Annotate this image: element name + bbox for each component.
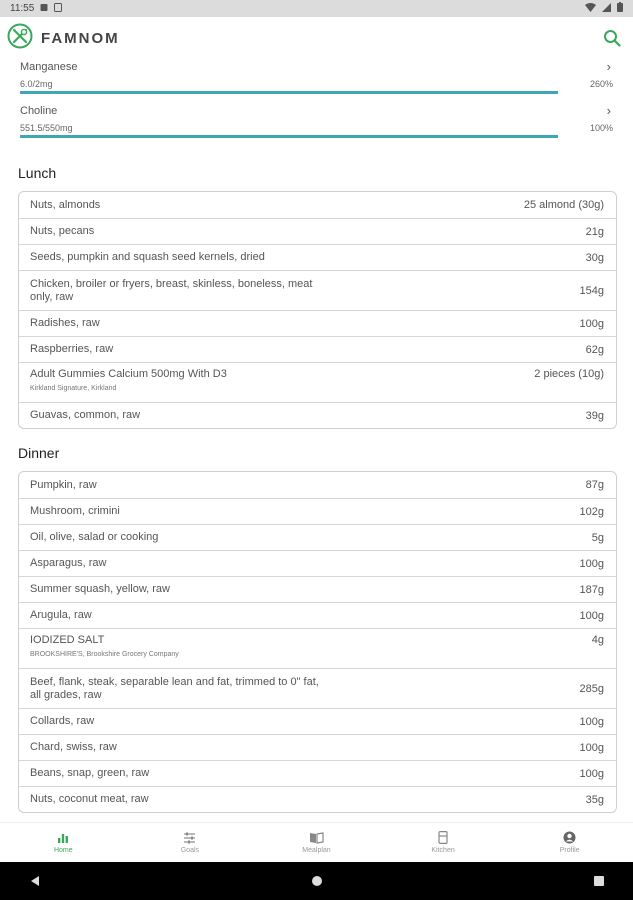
food-name-text: Seeds, pumpkin and squash seed kernels, dried — [30, 251, 265, 263]
food-name-text: Raspberries, raw — [30, 343, 114, 355]
food-quantity: 100g — [579, 609, 604, 622]
food-quantity: 35g — [585, 793, 604, 806]
lunch-section-title: Lunch — [18, 165, 57, 181]
food-row[interactable] — [19, 270, 616, 310]
food-name-text: Summer squash, yellow, raw — [30, 583, 170, 595]
food-name-text: Chard, swiss, raw — [30, 741, 117, 753]
food-quantity: 39g — [585, 409, 604, 422]
food-quantity: 187g — [579, 583, 604, 596]
food-name-text: Chicken, broiler or fryers, breast, skinless, boneless, meat only, raw — [30, 277, 313, 303]
food-name — [30, 531, 158, 544]
food-name-text: Collards, raw — [30, 715, 95, 727]
nutrient-progress-fill — [20, 135, 558, 138]
food-row[interactable] — [19, 310, 616, 336]
food-row[interactable] — [19, 244, 616, 270]
food-name-text: Beef, flank, steak, separable lean and fat, trimmed to 0" fat, all grades, raw — [30, 675, 319, 701]
status-time: 11:55 — [10, 3, 35, 14]
food-quantity: 102g — [579, 505, 604, 518]
food-name — [30, 343, 113, 356]
app-title: FAMNOM — [41, 29, 120, 47]
food-name-text: Nuts, almonds — [30, 198, 101, 211]
nav-goals[interactable] — [127, 823, 254, 862]
food-row[interactable] — [19, 708, 616, 734]
food-row[interactable] — [19, 786, 616, 812]
app-bar — [0, 17, 633, 59]
nutrient-row-choline[interactable] — [20, 103, 615, 147]
nav-kitchen[interactable] — [380, 823, 507, 862]
food-row[interactable] — [19, 362, 616, 402]
food-row[interactable] — [19, 550, 616, 576]
food-brand: Kirkland Signature, Kirkland — [30, 385, 117, 392]
nutrient-row-manganese[interactable] — [20, 59, 615, 103]
food-row[interactable] — [19, 498, 616, 524]
nutrient-progress-track — [20, 135, 558, 138]
app-logo — [7, 23, 120, 54]
nutrient-name: Choline — [20, 105, 58, 117]
food-brand: BROOKSHIRE'S, Brookshire Grocery Company — [30, 651, 179, 658]
food-name-text: Nuts, pecans — [30, 225, 95, 237]
food-name-text: Guavas, common, raw — [30, 409, 141, 421]
food-quantity: 100g — [579, 741, 604, 754]
food-quantity: 25 almond (30g) — [523, 199, 604, 211]
food-name-text: Asparagus, raw — [30, 557, 107, 569]
food-name-text: Pumpkin, raw — [30, 478, 97, 491]
food-name-text: Radishes, raw — [30, 317, 100, 329]
bar-chart-icon — [57, 832, 69, 844]
food-name — [30, 741, 117, 754]
famnom-logo-icon — [7, 23, 33, 54]
food-name-text: Oil, olive, salad or cooking — [30, 531, 159, 543]
food-quantity: 100g — [579, 317, 604, 330]
food-row[interactable] — [19, 472, 616, 498]
food-name — [30, 676, 330, 702]
food-name — [30, 609, 92, 622]
food-name — [30, 317, 100, 330]
food-name-text: IODIZED SALT — [30, 634, 105, 646]
search-button[interactable] — [600, 26, 624, 50]
nav-label: Home — [53, 846, 73, 854]
food-name — [30, 479, 97, 492]
food-name — [30, 199, 100, 212]
food-name — [30, 557, 106, 570]
nav-profile[interactable] — [506, 823, 633, 862]
sliders-icon — [183, 832, 196, 844]
food-name — [30, 715, 94, 728]
nutrient-amount: 551.5/550mg — [20, 123, 73, 133]
lunch-food-list — [18, 191, 617, 429]
food-row[interactable] — [19, 402, 616, 428]
nutrient-progress-fill — [20, 91, 558, 94]
food-row[interactable] — [19, 576, 616, 602]
food-row[interactable] — [19, 734, 616, 760]
dinner-food-list — [18, 471, 617, 813]
food-name-text: Nuts, coconut meat, raw — [30, 793, 149, 805]
food-quantity: 62g — [585, 343, 604, 356]
nav-label: Mealplan — [302, 846, 331, 854]
home-button[interactable] — [311, 875, 323, 887]
food-name — [30, 409, 140, 422]
food-quantity: 154g — [579, 284, 604, 297]
nutrient-name: Manganese — [20, 61, 78, 73]
food-quantity: 100g — [579, 557, 604, 570]
chevron-right-icon[interactable]: › — [606, 59, 611, 74]
back-icon — [29, 875, 41, 887]
food-name — [30, 634, 179, 659]
nav-home[interactable] — [0, 823, 127, 862]
food-name — [30, 793, 149, 806]
food-quantity: 4g — [591, 634, 604, 646]
wifi-icon — [585, 3, 596, 15]
food-quantity: 30g — [585, 251, 604, 264]
food-name — [30, 505, 120, 518]
food-name-text: Mushroom, crimini — [30, 505, 120, 517]
nav-label: Profile — [559, 847, 580, 854]
signal-icon — [602, 3, 611, 15]
food-quantity: 2 pieces (10g) — [534, 368, 604, 380]
food-row[interactable] — [19, 668, 616, 708]
food-name-text: Adult Gummies Calcium 500mg With D3 — [30, 368, 227, 380]
recents-icon — [593, 875, 605, 887]
nutrient-progress-track — [20, 91, 558, 94]
nutrient-percent: 100% — [589, 123, 613, 133]
recents-button[interactable] — [593, 875, 605, 887]
food-row[interactable] — [19, 336, 616, 362]
food-name-text: Beans, snap, green, raw — [30, 767, 150, 779]
sd-card-icon — [54, 3, 62, 15]
food-quantity: 100g — [579, 767, 604, 780]
food-name — [30, 278, 330, 304]
nutrient-amount: 6.0/2mg — [20, 79, 53, 89]
dinner-section-title: Dinner — [18, 445, 60, 461]
notification-icon — [40, 3, 48, 15]
food-name — [30, 251, 265, 264]
nav-label: Kitchen — [431, 847, 455, 854]
bottom-nav — [0, 822, 633, 862]
food-quantity: 5g — [591, 531, 604, 544]
food-row[interactable] — [19, 602, 616, 628]
food-row[interactable] — [19, 524, 616, 550]
person-icon — [563, 831, 576, 844]
food-row[interactable] — [19, 628, 616, 668]
food-row[interactable] — [19, 218, 616, 244]
food-name-text: Arugula, raw — [30, 609, 92, 621]
status-bar — [0, 0, 633, 17]
book-icon — [309, 832, 324, 844]
food-name — [30, 225, 94, 238]
system-nav-bar — [0, 862, 633, 900]
fridge-icon — [438, 831, 448, 844]
food-name — [30, 368, 227, 393]
food-name — [30, 767, 149, 780]
nutrient-percent: 260% — [589, 79, 613, 89]
food-row[interactable] — [19, 760, 616, 786]
chevron-right-icon[interactable]: › — [606, 103, 611, 118]
food-quantity: 285g — [579, 682, 604, 695]
search-icon — [603, 29, 621, 47]
food-name — [30, 583, 170, 596]
food-quantity: 100g — [579, 715, 604, 728]
food-row[interactable] — [19, 192, 616, 218]
nav-label: Goals — [180, 846, 200, 854]
back-button[interactable] — [29, 875, 41, 887]
home-circle-icon — [311, 875, 323, 887]
diary-content[interactable] — [0, 59, 633, 822]
battery-icon — [617, 2, 623, 15]
food-quantity: 87g — [585, 479, 604, 491]
nav-mealplan[interactable] — [253, 823, 380, 862]
food-quantity: 21g — [585, 225, 604, 238]
